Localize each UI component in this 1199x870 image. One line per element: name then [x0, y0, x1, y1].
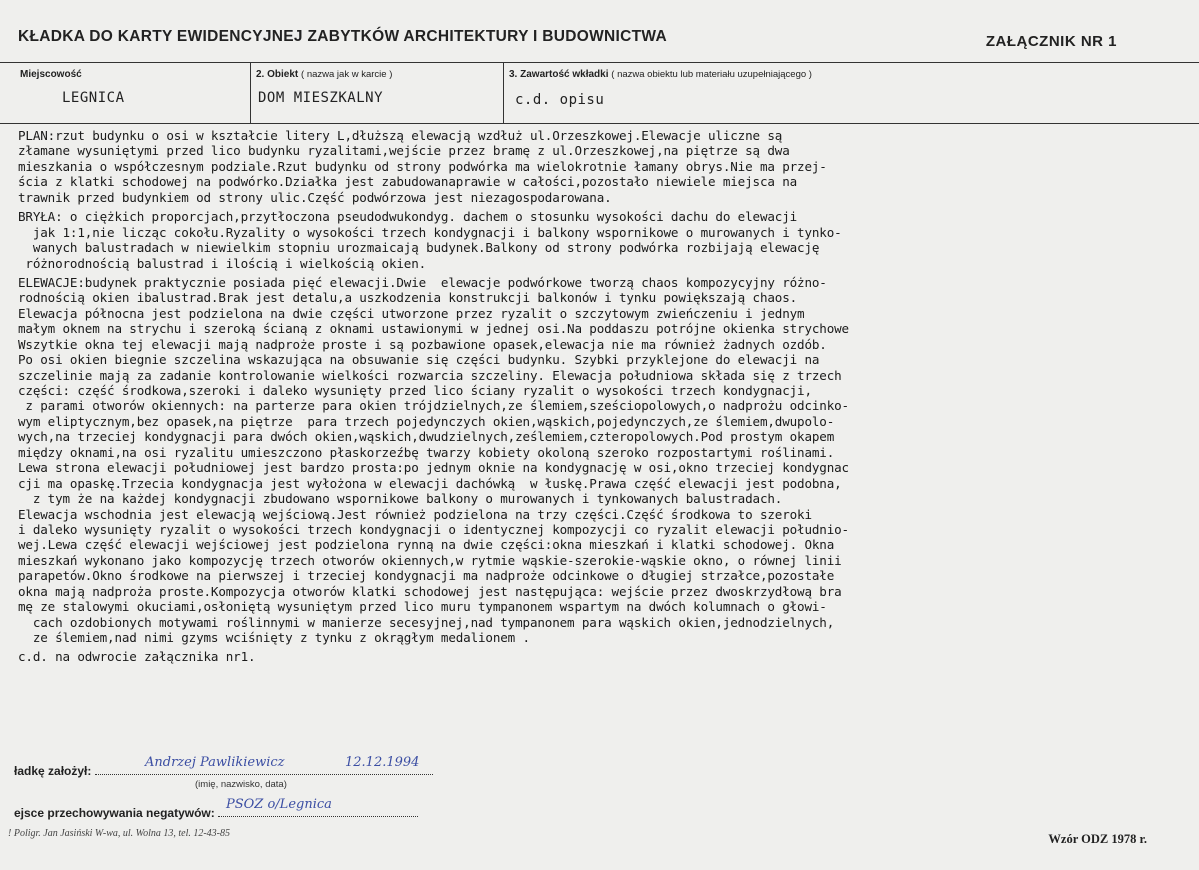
description-line: mieszkań wykonano jako kompozycję trzech otworów okiennych,w rytmie wąskie-szerokie-wąskie okno, o równej linii [18, 552, 842, 568]
description-line: Po osi okien biegnie szczelina wskazująca na obsuwanie się części budynku. Szybki przyklejone do elewacji na [18, 352, 820, 368]
description-line: cach ozdobionych motywami roślinnymi w manierze secesyjnej,nad tympanonem para wąskich okien,jednodzielnych, [18, 614, 835, 630]
description-line: Elewacja północna jest podzielona na dwie części utworzone przez ryzalit o szczytowym zwieńczeniu i jednym [18, 305, 805, 321]
description-line: Wszytkie okna tej elewacji mają nadproże proste i są pozbawione opasek,elewacja nie ma również żadnych ozdób. [18, 336, 827, 352]
object-label-text: 2. Obiekt [256, 69, 299, 80]
negatives-value: PSOZ o/Legnica [226, 797, 332, 812]
locality-label: Miejscowość [20, 69, 82, 80]
author-date: 12.12.1994 [345, 755, 420, 770]
field-divider-2 [503, 62, 504, 123]
description-line: Elewacja wschodnia jest elewacją wejściową.Jest również podzielona na trzy części.Część środkowa to szeroki [18, 506, 812, 522]
locality-value: LEGNICA [62, 90, 125, 106]
description-line: BRYŁA: o ciężkich proporcjach,przytłoczona pseudodwukondyg. dachem o stosunku wysokości dachu do elewacji [18, 209, 798, 225]
description-line: z tym że na każdej kondygnacji zbudowano wspornikowe balkony o murowanych i tynkowanych balustradach. [18, 491, 783, 507]
author-caption: (imię, nazwisko, data) [195, 779, 287, 790]
description-line: ze ślemiem,nad nimi gzyms wciśnięty z tynku z okrągłym medalionem . [18, 630, 530, 645]
header-rule [0, 62, 1199, 63]
description-line: wych,na trzeciej kondygnacji para dwóch okien,wąskich,dwudzielnych,ześlemiem,czteropolowych.Pod prostym okapem [18, 429, 835, 445]
description-line: okna mają nadproża proste.Kompozycja otworów klatki schodowej jest następująca: wejście przez dwoskrzydłową bra [18, 583, 842, 599]
description-line: małym oknem na strychu i szeroką ścianą z oknami ustawionymi w jednej osi.Na poddaszu potrójne okienka strychowe [18, 321, 849, 337]
description-line: wej.Lewa część elewacji wejściowej jest podzielona rynną na dwie części:okna mieszkań i klatki schodowej. Okna [18, 537, 835, 553]
description-line: szczelinie mają za zadanie kontrolowanie wielkości rozwarcia szczeliny. Elewacja południowa składa się z trzech [18, 367, 842, 383]
description-body [18, 128, 1190, 665]
fields-rule [0, 123, 1199, 124]
description-line: rodnością okien ibalustrad.Brak jest detalu,a uszkodzenia konstrukcji balkonów i tynku powiększają chaos. [18, 290, 798, 306]
description-line: PLAN:rzut budynku o osi w kształcie litery L,dłuższą elewacją wzdłuż ul.Orzeszkowej.Elewacje uliczne są [18, 128, 783, 143]
description-line: z parami otworów okiennych: na parterze para okien trójdzielnych,ze ślemiem,sześciopolowych,o nadprożu odcinko- [18, 398, 849, 414]
description-line: i daleko wysunięty ryzalit o wysokości trzech kondygnacji o identycznej kompozycji co ryzalit elewacji południo- [18, 521, 849, 537]
field-divider-1 [250, 62, 251, 123]
description-line: Lewa strona elewacji południowej jest bardzo prosta:po jednym oknie na kondygnację w osi,okno trzeciej kondygnac [18, 460, 849, 476]
negatives-label: ejsce przechowywania negatywów: [14, 806, 215, 820]
description-line: między oknami,na osi ryzalitu umieszczono płaskorzeźbę twarzy kobiety okoloną szeroko rozpostartymi roślinami. [18, 444, 835, 460]
contents-label [509, 69, 812, 80]
description-line: cji ma opaskę.Trzecia kondygnacja jest wyłożona w elewacji dachówką w łuskę.Prawa część elewacji jest podobna, [18, 475, 842, 491]
description-line: ścia z klatki schodowej na podwórko.Działka jest zabudowanaprawie w całości,pozostało niewiele miejsca na [18, 174, 798, 190]
contents-label-text: 3. Zawartość wkładki [509, 69, 609, 80]
object-label [256, 69, 392, 80]
description-line: części: część środkowa,szeroki i daleko wysunięty przed lico ściany ryzalit o wysokości trzech kondygnacji, [18, 383, 812, 398]
author-label: ładkę założył: [14, 764, 92, 778]
description-line: trawnik przed budynkiem od strony ulic.Część podwórzowa jest niezagospodarowana. [18, 189, 612, 205]
description-line: jak 1:1,nie licząc cokołu.Ryzality o wysokości trzech kondygnacji i balkony wspornikowe o murowanych i tynko- [18, 224, 842, 240]
contents-value: c.d. opisu [515, 92, 605, 108]
object-label-hint: ( nazwa jak w karcie ) [301, 69, 393, 80]
printer-imprint: ! Poligr. Jan Jasiński W-wa, ul. Wolna 13, tel. 12-43-85 [8, 828, 231, 839]
annex-number: ZAŁĄCZNIK NR 1 [985, 33, 1117, 50]
form-title: KŁADKA DO KARTY EWIDENCYJNEJ ZABYTKÓW ARCHITEKTURY I BUDOWNICTWA [18, 28, 667, 45]
description-line: ELEWACJE:budynek praktycznie posiada pięć elewacji.Dwie elewacje podwórkowe tworzą chaos kompozycyjny różno- [18, 274, 827, 290]
description-line: mieszkania o współczesnym podziale.Rzut budynku od strony podwórka ma wielokrotnie łamany obrys.Nie ma przej- [18, 158, 827, 174]
contents-label-hint: ( nazwa obiektu lub materiału uzupełniającego ) [611, 69, 812, 80]
description-line: wym eliptycznym,bez opasek,na piętrze para trzech pojedynczych okien,wąskich,pojedynczych,ze ślemiem,dwupolo- [18, 413, 835, 429]
description-line: c.d. na odwrocie załącznika nr1. [18, 649, 256, 665]
description-line: parapetów.Okno środkowe na pierwszej i trzeciej kondygnacji ma nadproże odcinkowe o długiej strzałce,pozostałe [18, 568, 835, 584]
description-line: mę ze stalowymi okuciami,osłoniętą wysuniętym przed lico muru tympanonem wspartym na dwóch kolumnach o głowi- [18, 599, 827, 615]
negatives-row [14, 804, 418, 820]
object-value: DOM MIESZKALNY [258, 90, 384, 106]
description-line: złamane wysuniętymi przed lico budynku ryzalitami,wejście przez bramę z ul.Orzeszkowej,na piętrze są dwa [18, 143, 790, 159]
author-signature: Andrzej Pawlikiewicz [145, 755, 285, 770]
form-model: Wzór ODZ 1978 r. [1048, 832, 1147, 846]
description-line: różnorodnością balustrad i ilością i wielkością okien. [18, 255, 427, 271]
description-line: wanych balustradach w niewielkim stopniu urozmaicają budynek.Balkony od strony podwórka rozbijają elewację [18, 240, 820, 256]
